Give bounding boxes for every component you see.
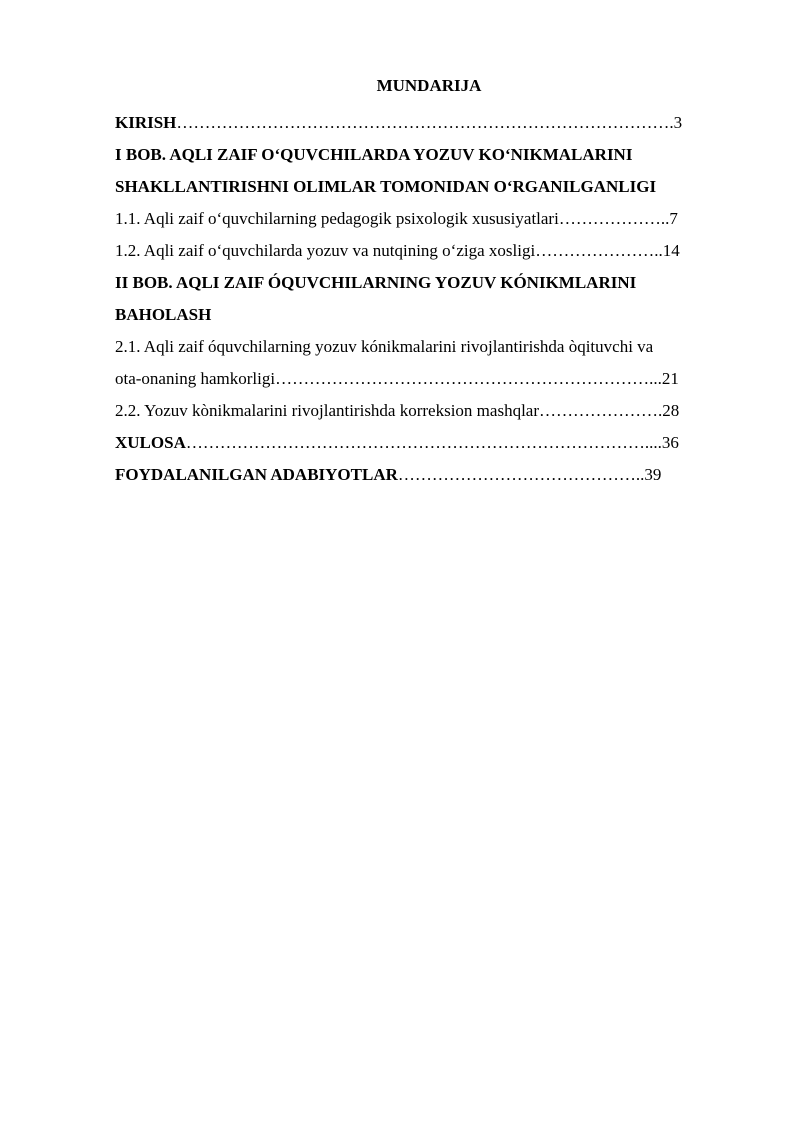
- toc-entry-text: 1.1. Aqli zaif o‘quvchilarning pedagogik psixologik xususiyatlari: [115, 209, 559, 228]
- toc-entry-2-1-line-2: [115, 363, 745, 395]
- toc-entry-text: BAHOLASH: [115, 305, 212, 324]
- toc-entry-1-2: [115, 235, 745, 267]
- toc-leader: ………………………………………………………………………....: [185, 433, 662, 452]
- toc-entry-2-1-line-1: [115, 331, 745, 363]
- toc-page-number: 39: [644, 465, 662, 484]
- toc-entry-text: ota-onaning hamkorligi: [115, 369, 276, 388]
- table-of-contents: [115, 107, 745, 491]
- toc-chapter-2-line-1: [115, 267, 745, 299]
- toc-page-number: 21: [661, 369, 679, 388]
- toc-chapter-2-line-2: [115, 299, 745, 331]
- toc-leader: ………………..: [558, 209, 670, 228]
- toc-leader: ……………………………………..: [397, 465, 645, 484]
- toc-leader: ………………….: [539, 401, 663, 420]
- toc-page-number: 36: [661, 433, 679, 452]
- toc-entry-xulosa: [115, 427, 745, 459]
- toc-entry-text: XULOSA: [115, 433, 186, 452]
- toc-chapter-1-line-1: [115, 139, 745, 171]
- toc-title: MUNDARIJA: [376, 76, 482, 95]
- toc-page-number: 28: [662, 401, 680, 420]
- toc-entry-text: 1.2. Aqli zaif o‘quvchilarda yozuv va nutqining o‘ziga xosligi: [115, 241, 536, 260]
- toc-entry-text: I BOB. AQLI ZAIF O‘QUVCHILARDA YOZUV KO‘NIKMALARINI: [115, 145, 633, 164]
- toc-entry-text: SHAKLLANTIRISHNI OLIMLAR TOMONIDAN O‘RGANILGANLIGI: [115, 177, 657, 196]
- toc-entry-2-2: [115, 395, 745, 427]
- toc-page-number: 14: [662, 241, 680, 260]
- toc-entry-1-1: [115, 203, 745, 235]
- toc-entry-adabiyotlar: [115, 459, 745, 491]
- toc-entry-text: II BOB. AQLI ZAIF ÓQUVCHILARNING YOZUV KÓNIKMLARINI: [115, 273, 637, 292]
- toc-entry-text: KIRISH: [115, 113, 177, 132]
- toc-entry-text: 2.1. Aqli zaif óquvchilarning yozuv kónikmalarini rivojlantirishda òqituvchi va: [115, 337, 654, 356]
- toc-leader: …………………..: [535, 241, 663, 260]
- toc-entry-text: FOYDALANILGAN ADABIYOTLAR: [115, 465, 398, 484]
- toc-entry-kirish: [115, 107, 745, 139]
- toc-leader: …………………………………………………………...: [275, 369, 662, 388]
- toc-page-number: 7: [669, 209, 678, 228]
- toc-entry-text: 2.2. Yozuv kònikmalarini rivojlantirishda korreksion mashqlar: [115, 401, 539, 420]
- toc-leader: …………………………………………………………………………….: [176, 113, 674, 132]
- toc-chapter-1-line-2: [115, 171, 745, 203]
- toc-page-number: 3: [673, 113, 683, 132]
